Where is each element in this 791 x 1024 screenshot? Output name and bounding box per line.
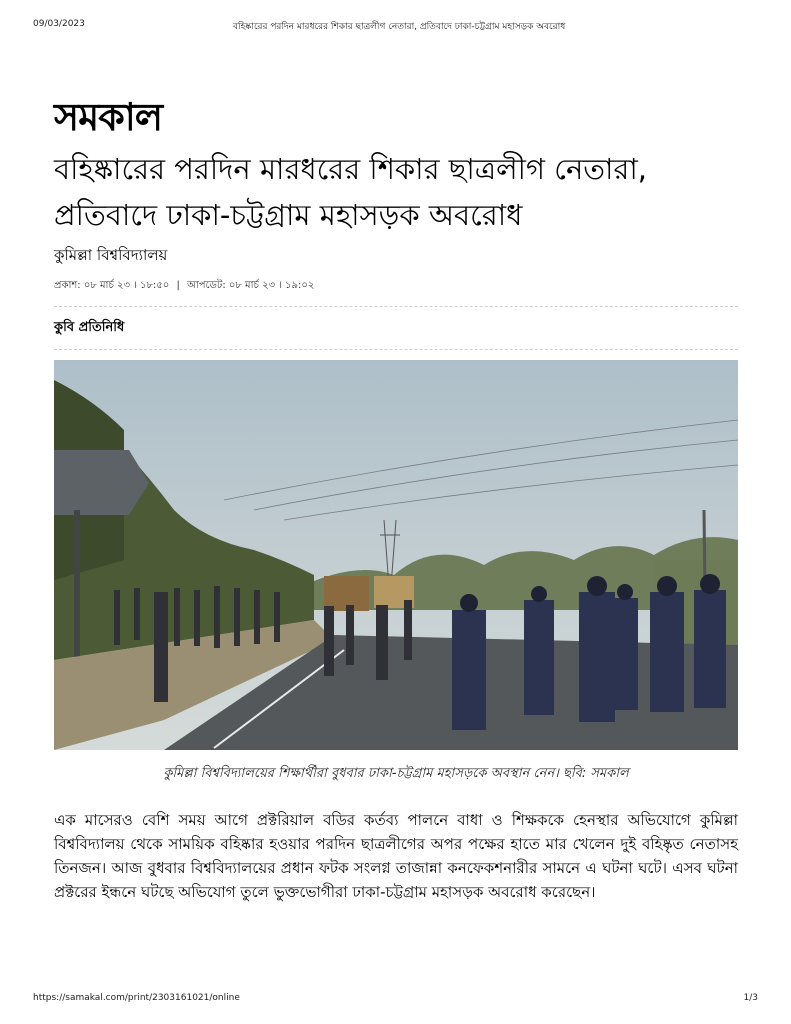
article-photo bbox=[54, 360, 738, 750]
article-body: এক মাসেরও বেশি সময় আগে প্রক্টরিয়াল বডির কর্তব্য পালনে বাধা ও শিক্ষককে হেনস্থার অভিযোগে কুমিল্লা বিশ্ববিদ্যালয় থেকে সাময়িক বহিষ্কার হওয়ার পরদিন ছাত্রলীগের অপর পক্ষের হাতে মার খেলেন দুই বহিষ্কৃত নেতাসহ তিনজন। আজ বুধবার বিশ্ববিদ্যালয়ের প্রধান ফটক সংলগ্ন তাজান্না কনফেকশনারীর সামনে এ ঘটনা ঘটে। এসব ঘটনা প্রক্টরের ইন্ধনে ঘটছে অভিযোগ তুলে ভুক্তভোগীরা ঢাকা-চট্টগ্রাম মহাসড়ক অবরোধ করেছেন। bbox=[54, 811, 738, 901]
footer-url[interactable]: https://samakal.com/print/2303161021/online bbox=[33, 993, 240, 1003]
headline-line-1: বহিষ্কারের পরদিন মারধরের শিকার ছাত্রলীগ নেতারা, bbox=[54, 152, 647, 186]
article-headline bbox=[54, 146, 744, 238]
photo-caption: কুমিল্লা বিশ্ববিদ্যালয়ের শিক্ষার্থীরা বুধবার ঢাকা-চট্টগ্রাম মহাসড়কে অবস্থান নেন। ছবি: সমকাল bbox=[163, 766, 629, 781]
article-meta bbox=[54, 278, 314, 295]
divider-top bbox=[54, 306, 738, 307]
print-date: 09/03/2023 bbox=[33, 19, 85, 29]
print-title: বহিষ্কারের পরদিন মারধরের শিকার ছাত্রলীগ নেতারা, প্রতিবাদে ঢাকা-চট্টগ্রাম মহাসড়ক অবরোধ bbox=[233, 22, 566, 32]
meta-separator: | bbox=[176, 280, 180, 291]
published-time: প্রকাশ: ০৮ মার্চ ২৩ । ১৮:৫০ bbox=[54, 280, 170, 291]
footer-page-number: 1/3 bbox=[743, 993, 758, 1003]
updated-time: আপডেট: ০৮ মার্চ ২৩ । ১৯:০২ bbox=[187, 280, 315, 291]
divider-bottom bbox=[54, 349, 738, 350]
samakal-logo[interactable]: সমকাল bbox=[54, 94, 163, 139]
headline-line-2: প্রতিবাদে ঢাকা-চট্টগ্রাম মহাসড়ক অবরোধ bbox=[54, 198, 523, 232]
article-category[interactable]: কুমিল্লা বিশ্ববিদ্যালয় bbox=[54, 246, 168, 264]
article-byline: কুবি প্রতিনিধি bbox=[54, 320, 125, 335]
